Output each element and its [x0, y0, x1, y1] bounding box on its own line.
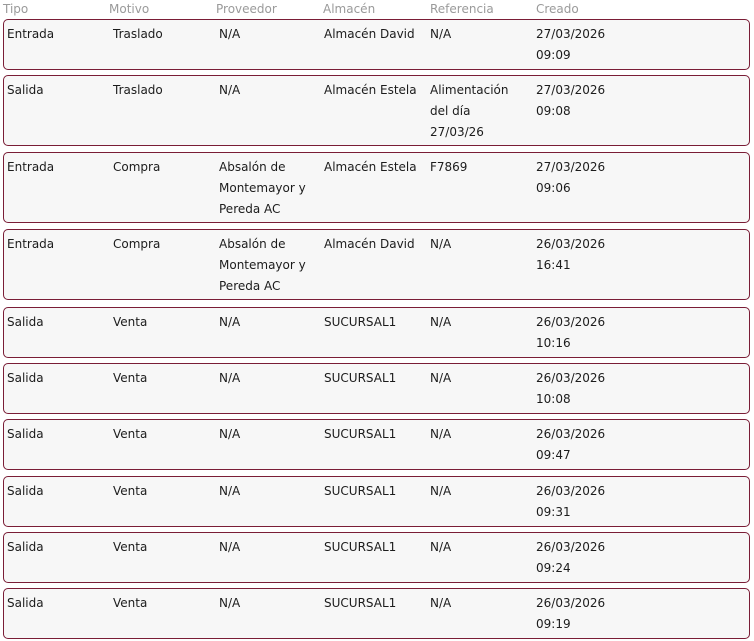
cell-motivo: Venta	[113, 540, 148, 554]
cell-creado: 26/03/2026 09:19	[536, 596, 606, 631]
cell-tipo: Salida	[7, 371, 44, 385]
cell-almacen: SUCURSAL1	[324, 484, 397, 498]
cell-proveedor: N/A	[219, 427, 241, 441]
cell-motivo: Venta	[113, 371, 148, 385]
table-row[interactable]	[3, 307, 750, 358]
cell-creado: 26/03/2026 10:16	[536, 315, 606, 350]
header-proveedor[interactable]: Proveedor	[216, 2, 277, 16]
cell-motivo: Traslado	[113, 83, 163, 97]
cell-almacen: Almacén Estela	[324, 83, 417, 97]
table-row[interactable]	[3, 419, 750, 470]
header-creado[interactable]: Creado	[536, 2, 579, 16]
cell-motivo: Compra	[113, 237, 161, 251]
cell-motivo: Venta	[113, 427, 148, 441]
cell-creado: 26/03/2026 09:47	[536, 427, 606, 462]
cell-tipo: Salida	[7, 315, 44, 329]
table-header	[3, 0, 754, 16]
table-row[interactable]	[3, 152, 750, 223]
header-almacen[interactable]: Almacén	[323, 2, 376, 16]
table-row[interactable]	[3, 75, 750, 146]
cell-almacen: Almacén David	[324, 27, 415, 41]
cell-creado: 26/03/2026 09:31	[536, 484, 606, 519]
cell-referencia: N/A	[430, 596, 452, 610]
cell-referencia: N/A	[430, 427, 452, 441]
cell-creado: 27/03/2026 09:06	[536, 160, 606, 195]
cell-tipo: Salida	[7, 540, 44, 554]
header-referencia[interactable]: Referencia	[430, 2, 494, 16]
cell-proveedor: N/A	[219, 27, 241, 41]
table-row[interactable]	[3, 532, 750, 583]
cell-tipo: Entrada	[7, 237, 55, 251]
cell-almacen: SUCURSAL1	[324, 315, 397, 329]
cell-proveedor: N/A	[219, 371, 241, 385]
cell-referencia: Alimentación del día 27/03/26	[430, 83, 509, 139]
cell-referencia: N/A	[430, 540, 452, 554]
cell-proveedor: Absalón de Montemayor y Pereda AC	[219, 237, 306, 293]
cell-almacen: Almacén Estela	[324, 160, 417, 174]
cell-proveedor: N/A	[219, 83, 241, 97]
cell-tipo: Salida	[7, 427, 44, 441]
cell-tipo: Salida	[7, 484, 44, 498]
cell-referencia: N/A	[430, 27, 452, 41]
cell-motivo: Traslado	[113, 27, 163, 41]
cell-referencia: N/A	[430, 237, 452, 251]
cell-almacen: Almacén David	[324, 237, 415, 251]
cell-referencia: N/A	[430, 371, 452, 385]
cell-proveedor: N/A	[219, 315, 241, 329]
cell-proveedor: N/A	[219, 484, 241, 498]
cell-creado: 26/03/2026 10:08	[536, 371, 606, 406]
cell-proveedor: N/A	[219, 596, 241, 610]
cell-proveedor: N/A	[219, 540, 241, 554]
cell-tipo: Entrada	[7, 27, 55, 41]
header-motivo[interactable]: Motivo	[109, 2, 150, 16]
cell-motivo: Venta	[113, 596, 148, 610]
cell-creado: 27/03/2026 09:08	[536, 83, 606, 118]
cell-almacen: SUCURSAL1	[324, 427, 397, 441]
cell-referencia: F7869	[430, 160, 468, 174]
cell-almacen: SUCURSAL1	[324, 540, 397, 554]
cell-creado: 26/03/2026 09:24	[536, 540, 606, 575]
cell-tipo: Salida	[7, 83, 44, 97]
table-row[interactable]	[3, 19, 750, 70]
cell-almacen: SUCURSAL1	[324, 596, 397, 610]
table-row[interactable]	[3, 588, 750, 639]
cell-almacen: SUCURSAL1	[324, 371, 397, 385]
cell-creado: 26/03/2026 16:41	[536, 237, 606, 272]
table-row[interactable]	[3, 363, 750, 414]
cell-proveedor: Absalón de Montemayor y Pereda AC	[219, 160, 306, 216]
cell-referencia: N/A	[430, 315, 452, 329]
cell-tipo: Salida	[7, 596, 44, 610]
table-row[interactable]	[3, 229, 750, 300]
cell-motivo: Compra	[113, 160, 161, 174]
cell-creado: 27/03/2026 09:09	[536, 27, 606, 62]
cell-referencia: N/A	[430, 484, 452, 498]
header-tipo[interactable]: Tipo	[3, 2, 29, 16]
cell-motivo: Venta	[113, 315, 148, 329]
table-row[interactable]	[3, 476, 750, 527]
cell-tipo: Entrada	[7, 160, 55, 174]
cell-motivo: Venta	[113, 484, 148, 498]
